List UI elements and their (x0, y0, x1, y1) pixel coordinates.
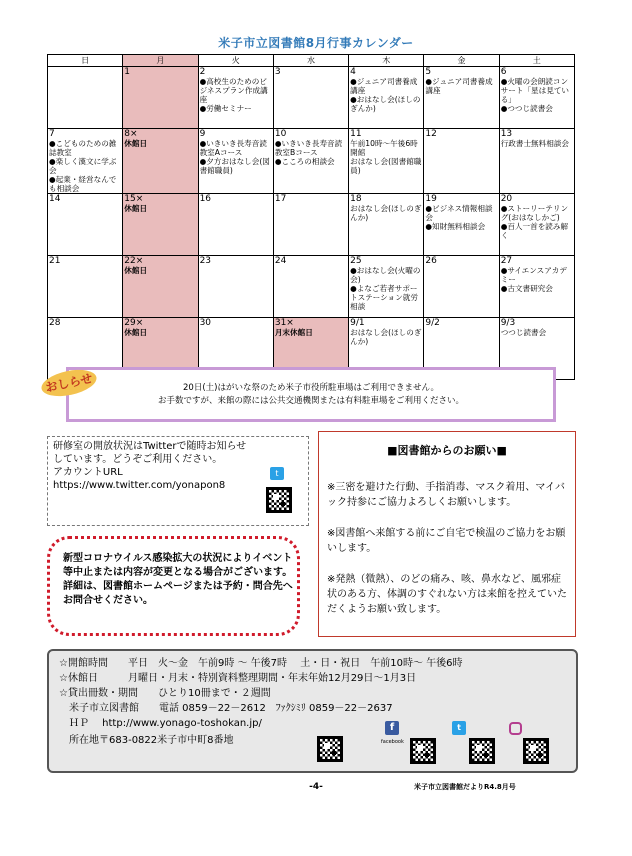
facebook-icon[interactable]: f (385, 721, 399, 735)
weekday-header-row (48, 55, 575, 67)
calendar-week-row (48, 129, 575, 194)
homepage-url[interactable]: ＨＰ http://www.yonago-toshokan.jp/ (59, 718, 262, 729)
day-number: 23 (199, 256, 212, 266)
day-events: ●ビジネス情報相談会 ●知財無料相談会 (425, 204, 493, 231)
day-number: 9/3 (500, 318, 516, 328)
calendar-day-cell (198, 129, 273, 194)
calendar-day-cell (48, 256, 123, 318)
day-number: 24 (274, 256, 287, 266)
twitter-info-box (47, 436, 309, 526)
calendar-day-cell (499, 129, 574, 194)
request-box (318, 431, 576, 637)
day-events: ●サイエンスアカデミー ●古文書研究会 (500, 266, 567, 293)
day-number: 1 (124, 67, 131, 77)
calendar-week-row (48, 194, 575, 256)
lending-rules: ☆貸出冊数・期間 ひとり10冊まで・２週間 (59, 688, 271, 699)
day-number: 10 (274, 129, 287, 139)
calendar-week-row (48, 256, 575, 318)
twitter-qr-code (266, 487, 292, 513)
weekday-fri: 金 (424, 55, 499, 67)
day-events: ●いきいき長寿音読教室Aコース ●夕方おはなし会(図書館職員) (199, 139, 270, 175)
library-info-box (47, 649, 578, 773)
calendar-week-row (48, 67, 575, 129)
opening-hours: ☆開館時間 平日 火～金 午前9時 ～ 午後7時 土・日・祝日 午前10時～ 午後6時 (59, 658, 463, 669)
day-events: ●おはなし会(火曜の会) ●よなご若者サポートステーション就労相談 (350, 266, 421, 311)
calendar-day-cell (424, 129, 499, 194)
notice-line-2: お手数ですが、来館の際には公共交通機関または有料駐車場をご利用ください。 (157, 396, 464, 406)
request-para-1: ※三密を避けた行動、手指消毒、マスク着用、マイバック持参にご協力よろしくお願いします。 (327, 482, 565, 508)
covid-text: 新型コロナウイルス感染拡大の状況によりイベント等中止または内容が変更となる場合がございます。詳細は、図書館ホームページまたは予約・問合先へお問合せください。 (63, 553, 293, 606)
day-number: 4 (350, 67, 356, 77)
calendar-day-cell (424, 67, 499, 129)
day-number: 9/1 (350, 318, 365, 328)
day-events: 休館日 (124, 204, 148, 213)
calendar-day-cell (198, 194, 273, 256)
day-events: ●ストーリーテリング(おはなしかご) ●百人一首を読み解く (500, 204, 569, 240)
day-events: 午前10時～午後6時開館 おはなし会(図書館職員) (350, 139, 422, 175)
calendar-day-cell (349, 67, 424, 129)
day-events: ●ジュニア司書養成講座 (425, 77, 493, 95)
twitter-icon[interactable]: t (452, 721, 466, 735)
day-events: 休館日 (124, 266, 148, 275)
twitter-line-2: しています。どうぞご利用ください。 (53, 454, 223, 465)
weekday-sat: 土 (499, 55, 574, 67)
calendar-day-cell (499, 67, 574, 129)
day-number: 2 (199, 67, 206, 77)
calendar-day-cell (273, 129, 348, 194)
request-para-3: ※発熱（微熱）、のどの痛み、咳、鼻水など、風邪症状のある方、体調のすぐれない方は来館を控えていただくようお願い致します。 (327, 574, 567, 615)
day-number: 19 (425, 194, 437, 204)
notice-box (66, 367, 556, 422)
calendar-day-cell (123, 194, 198, 256)
contact-phone: 米子市立図書館 電話 0859－22－2612 ﾌｧｸｼﾐﾘ 0859－22－2637 (59, 703, 393, 714)
day-number: 14 (49, 194, 61, 204)
calendar-day-cell (349, 256, 424, 318)
page-title: 米子市立図書館8月行事カレンダー (218, 36, 414, 50)
twitter-line-1: 研修室の開放状況はTwitterで随時お知らせ (53, 441, 247, 452)
calendar-day-cell (349, 194, 424, 256)
calendar-day-cell (48, 194, 123, 256)
calendar-day-cell (424, 194, 499, 256)
calendar-day-cell (499, 256, 574, 318)
weekday-wed: 水 (273, 55, 348, 67)
calendar-day-cell (499, 194, 574, 256)
twitter-qr-code (469, 738, 495, 764)
day-number: 28 (49, 318, 61, 328)
day-number: 30 (199, 318, 212, 328)
request-title: ■図書館からのお願い■ (387, 444, 507, 457)
calendar-day-cell (349, 129, 424, 194)
calendar-day-cell (198, 67, 273, 129)
day-number: 31× (274, 318, 294, 328)
day-events: おはなし会(ほしのぎんか) (350, 204, 422, 222)
homepage-qr-code (317, 736, 343, 762)
calendar-day-cell (424, 256, 499, 318)
day-events: 休館日 (124, 328, 148, 337)
page-number: -4- (309, 782, 323, 792)
facebook-label: facebook (381, 739, 404, 745)
weekday-thu: 木 (349, 55, 424, 67)
day-events: おはなし会(ほしのぎんか) (350, 328, 422, 346)
calendar-day-cell (48, 129, 123, 194)
day-events: 休館日 (124, 139, 148, 148)
day-events: ●火曜の会朗読コンサート「星は見ている」 ●つつじ読書会 (500, 77, 570, 113)
day-number: 27 (500, 256, 513, 266)
weekday-mon: 月 (123, 55, 198, 67)
twitter-line-3: アカウントURL (53, 467, 123, 478)
calendar-day-cell (198, 256, 273, 318)
day-number: 3 (274, 67, 281, 77)
event-calendar (47, 54, 575, 380)
day-events: ●いきいき長寿音読教室Bコース ●こころの相談会 (274, 139, 343, 166)
instagram-icon[interactable] (509, 722, 522, 735)
calendar-day-cell (123, 256, 198, 318)
day-events: ●ジュニア司書養成講座 ●おはなし会(ほしのぎんか) (350, 77, 421, 113)
day-events: ●高校生のためのビジネスプラン作成講座 ●労働セミナー (199, 77, 268, 113)
calendar-day-cell (48, 67, 123, 129)
day-number: 29× (124, 318, 144, 328)
day-number: 13 (500, 129, 513, 139)
oshirase-badge: おしらせ (39, 365, 99, 400)
day-number: 9 (199, 129, 206, 139)
day-number: 9/2 (425, 318, 440, 328)
day-events: 行政書士無料相談会 (500, 139, 570, 148)
calendar-day-cell (123, 67, 198, 129)
day-number: 16 (199, 194, 212, 204)
day-number: 18 (350, 194, 362, 204)
day-number: 26 (425, 256, 437, 266)
newsletter-footer: 米子市立図書館だよりR4.8月号 (414, 783, 516, 791)
day-number: 6 (500, 67, 507, 77)
twitter-url[interactable]: https://www.twitter.com/yonapon8 (53, 480, 226, 491)
facebook-qr-code (410, 738, 436, 764)
day-number: 7 (49, 129, 55, 139)
calendar-day-cell (273, 256, 348, 318)
day-events: 月末休館日 (274, 328, 313, 337)
day-number: 15× (124, 194, 144, 204)
day-events: ●こどものための雑誌教室 ●楽しく漢文に学ぶ会 ●起業・経営なんでも相談会 (49, 139, 117, 193)
day-number: 22× (124, 256, 144, 266)
day-events: つつじ読書会 (500, 328, 547, 337)
day-number: 8× (124, 129, 138, 139)
request-title-text: 図書館からのお願い (397, 444, 497, 457)
calendar-day-cell (123, 129, 198, 194)
address: 所在地〒683-0822米子市中町8番地 (59, 735, 234, 746)
day-number: 11 (350, 129, 362, 139)
covid-notice (47, 536, 300, 636)
day-number: 5 (425, 67, 432, 77)
weekday-sun: 日 (48, 55, 123, 67)
closed-days: ☆休館日 月曜日・月末・特別資料整理期間・年末年始12月29日～1月3日 (59, 673, 417, 684)
twitter-icon[interactable]: t (270, 467, 284, 480)
calendar-day-cell (273, 194, 348, 256)
request-para-2: ※図書館へ来館する前にご自宅で検温のご協力をお願いします。 (327, 528, 566, 554)
day-number: 17 (274, 194, 287, 204)
weekday-tue: 火 (198, 55, 273, 67)
day-number: 12 (425, 129, 437, 139)
day-number: 25 (350, 256, 362, 266)
day-number: 21 (49, 256, 61, 266)
day-number: 20 (500, 194, 513, 204)
notice-line-1: 20日(土)はがいな祭のため米子市役所駐車場はご利用できません。 (183, 383, 439, 393)
calendar-day-cell (273, 67, 348, 129)
instagram-qr-code (523, 738, 549, 764)
